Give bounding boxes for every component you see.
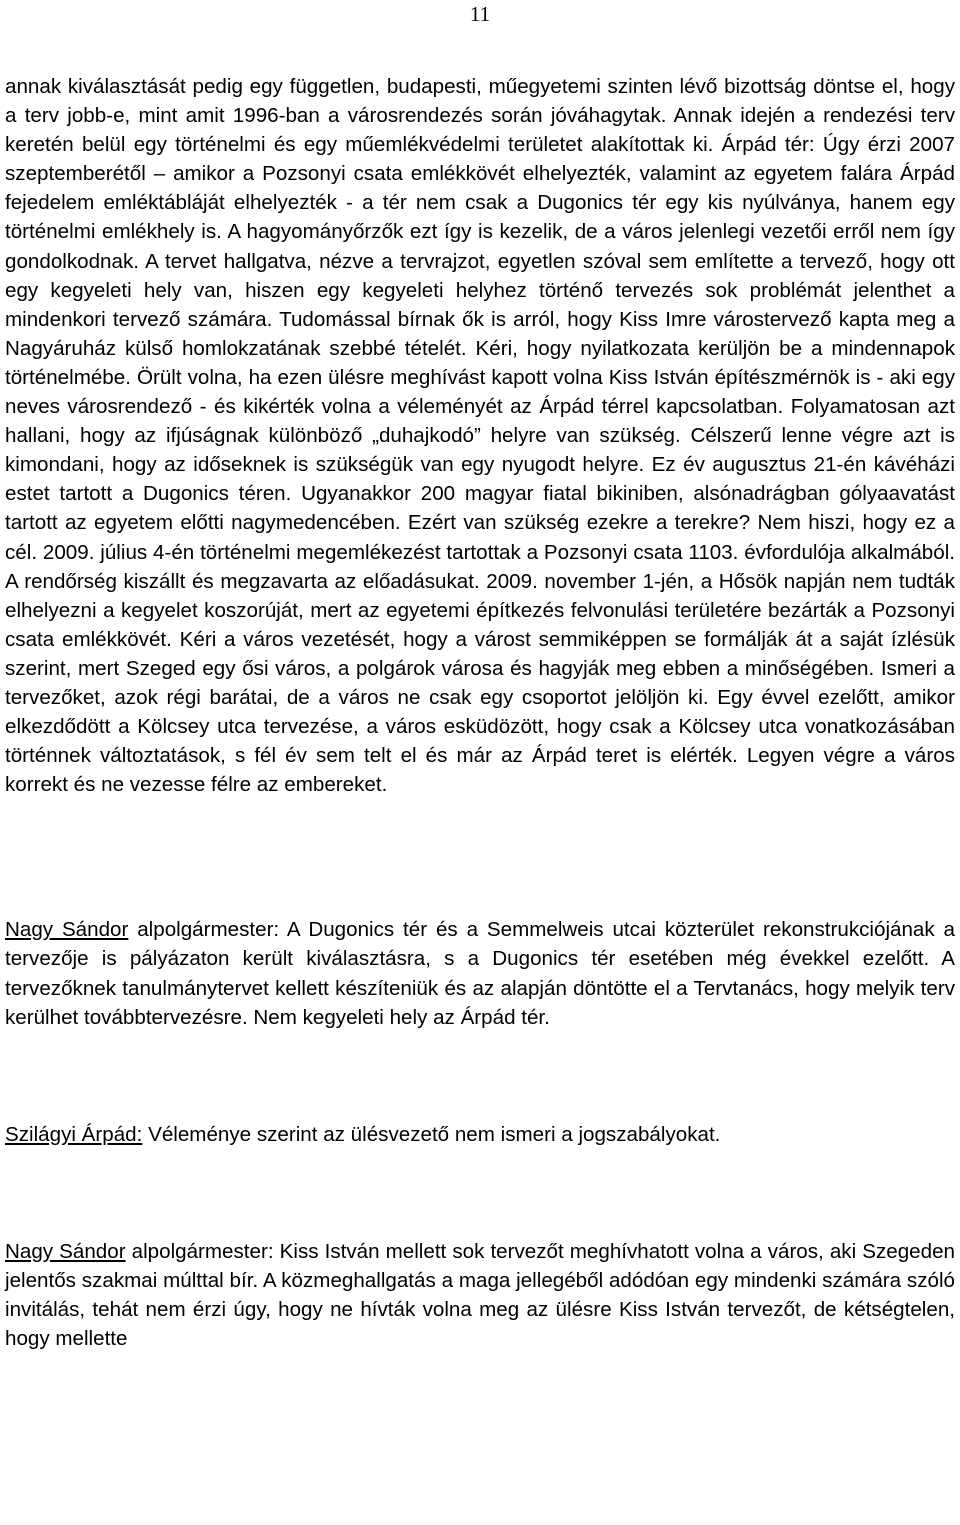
speaker-name: Nagy Sándor [5, 1239, 126, 1263]
paragraph-1-text: annak kiválasztását pedig egy független, budapesti, műegyetemi szinten lévő bizottság döntse el, hogy a terv jobb-e, mint amit 1996-ban a városrendezés során jóváhagytak. Annak idején a rendezési terv keretén belül egy történelmi és egy műemlékvédelmi területet alakítottak ki. Árpád tér: Úgy érzi 2007 szeptemberétől – amikor a Pozsonyi csata emlékkövét elhelyezték, valamint az egyetem falára Árpád fejedelem emléktábláját elhelyezték - a tér nem csak a Dugonics tér egy kis nyúlványa, hanem egy történelmi emlékhely is. A hagyományőrzők ezt így is kezelik, de a város jelenlegi vezetői erről nem így gondolkodnak. A tervet hallgatva, nézve a tervrajzot, egyetlen szóval sem említette a tervező, hogy ott egy kegyeleti hely van, hiszen egy kegyeleti helyhez történő tervezés sok problémát jelenthet a mindenkori tervező számára. Tudomással bírnak ők is arról, hogy Kiss Imre várostervező kapta meg a Nagyáruház külső homlokzatának szebbé tételét. Kéri, hogy nyilatkozata kerüljön be a mindennapok történelmébe. Örült volna, ha ezen ülésre meghívást kapott volna Kiss István építészmérnök is - aki egy neves városrendező - és kikérték volna a véleményét az Árpád térrel kapcsolatban. Folyamatosan azt hallani, hogy az ifjúságnak különböző „duhajkodó” helyre van szükség. Célszerű lenne végre azt is kimondani, hogy az időseknek is szükségük van egy nyugodt helyre. Ez év augusztus 21-én kávéházi estet tartott a Dugonics téren. Ugyanakkor 200 magyar fiatal bikiniben, alsónadrágban gólyaavatást tartott az egyetem előtti nagymedencében. Ezért van szükség ezekre a terekre? Nem hiszi, hogy ez a cél. 2009. július 4-én történelmi megemlékezést tartottak a Pozsonyi csata 1103. évfordulója alkalmából. A rendőrség kiszállt és megzavarta az előadásukat. 2009. november 1-jén, a Hősök napján nem tudták elhelyezni a kegyelet koszorúját, mert az egyetemi építkezés felvonulási területére bezárták a Pozsonyi csata emlékkövét. Kéri a város vezetését, hogy a várost semmiképpen se formálják át a saját ízlésük szerint, mert Szeged egy ősi város, a polgárok városa és hagyják meg ebben a minőségében. Ismeri a tervezőket, azok régi barátai, de a város ne csak egy csoportot jelöljön ki. Egy évvel ezelőtt, amikor elkezdődött a Kölcsey utca tervezése, a város esküdözött, hogy csak a Kölcsey utca vonatkozásában történnek változtatások, s fél év sem telt el és már az Árpád teret is elérték. Legyen végre a város korrekt és ne vezesse félre az embereket. [5, 75, 955, 797]
paragraph-2-text: alpolgármester: A Dugonics tér és a Semmelweis utcai közterület rekonstrukciójának a tervezője is pályázaton került kiválasztásra, s a Dugonics tér esetében még évekkel ezelőtt. A tervezőknek tanulmánytervet kellett készíteniük és az alapján döntötte el a Tervtanács, hogy melyik terv kerülhet továbbtervezésre. Nem kegyeleti hely az Árpád tér. [5, 918, 955, 1029]
paragraph-4 [5, 1237, 955, 1353]
paragraph-2 [5, 915, 955, 1031]
paragraph-4-text: alpolgármester: Kiss István mellett sok tervezőt meghívhatott volna a város, aki Szegeden jelentős szakmai múlttal bír. A közmeghallgatás a maga jellegéből adódóan egy mindenki számára szóló invitálás, tehát nem érzi úgy, hogy ne hívták volna meg az ülésre Kiss István tervezőt, de kétségtelen, hogy mellette [5, 1239, 955, 1351]
speaker-name: Nagy Sándor [5, 918, 129, 942]
document-body [5, 72, 955, 1353]
speaker-name: Szilágyi Árpád: [5, 1122, 143, 1146]
page-number: 11 [469, 2, 491, 26]
paragraph-1 [5, 72, 955, 799]
paragraph-3-text: Véleménye szerint az ülésvezető nem ismeri a jogszabályokat. [142, 1122, 721, 1146]
paragraph-3 [5, 1120, 955, 1149]
